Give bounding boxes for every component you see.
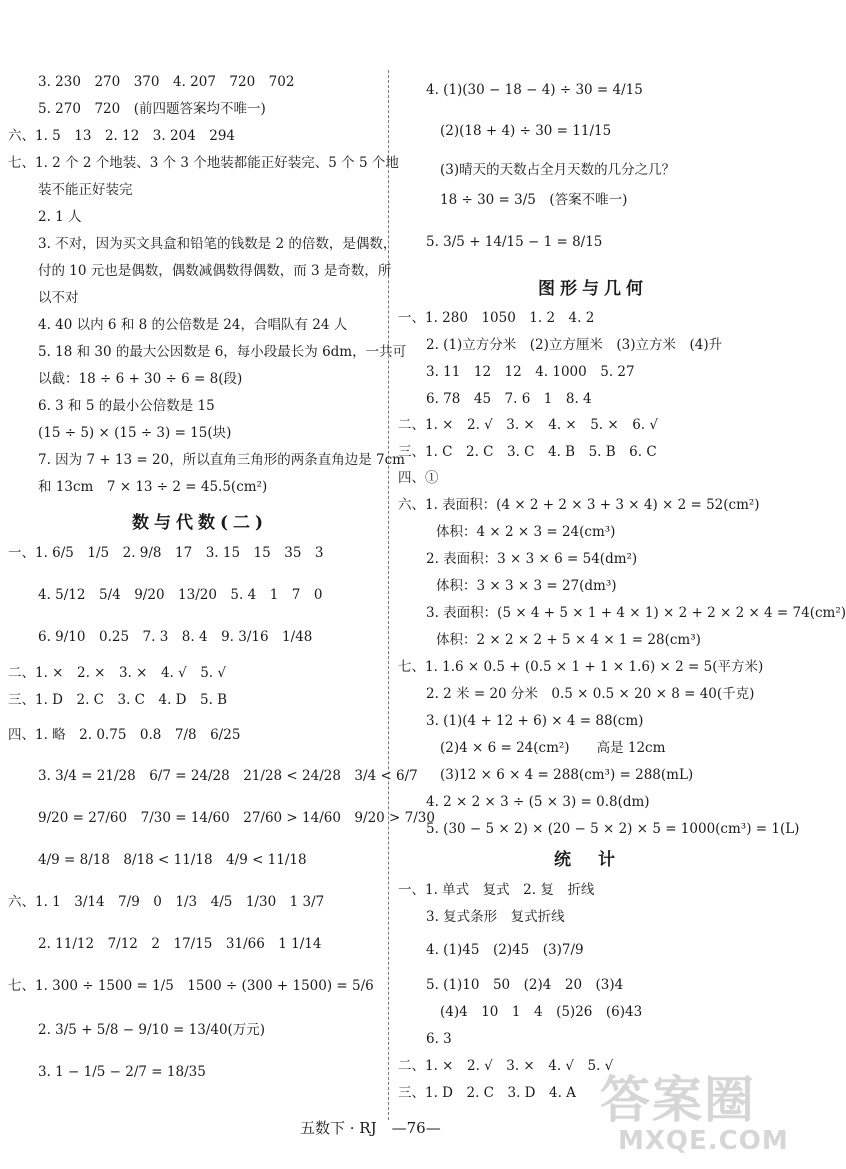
answer-line: 5. (1)10 50 (2)4 20 (3)4	[426, 977, 624, 993]
answer-line: 体积：2 × 2 × 2 + 5 × 4 × 1 = 28(cm³)	[436, 632, 701, 648]
answer-line: 5. 18 和 30 的最大公因数是 6，每小段最长为 6dm，一共可	[38, 344, 407, 360]
answer-line: 四、①	[398, 470, 439, 486]
answer-line: 3. 230 270 370 4. 207 720 702	[38, 74, 295, 90]
answer-line: 3. 表面积：(5 × 4 + 5 × 1 + 4 × 1) × 2 + 2 × 2 × 4 = 74(cm²)	[426, 605, 846, 621]
answer-line: 七、1. 1.6 × 0.5 + (0.5 × 1 + 1 × 1.6) × 2 = 5(平方米)	[398, 659, 764, 675]
answer-line: 六、1. 1 3/14 7/9 0 1/3 4/5 1/30 1 3/7	[8, 894, 325, 910]
answer-line: 七、1. 300 ÷ 1500 = 1/5 1500 ÷ (300 + 1500) = 5/6	[8, 978, 374, 994]
answer-line: 6. 9/10 0.25 7. 3 8. 4 9. 3/16 1/48	[38, 629, 313, 645]
answer-line: 4/9 = 8/18 8/18 < 11/18 4/9 < 11/18	[38, 852, 307, 868]
answer-line: 18 ÷ 30 = 3/5 (答案不唯一)	[440, 192, 628, 208]
answer-line: 4. 5/12 5/4 9/20 13/20 5. 4 1 7 0	[38, 587, 323, 603]
page-footer: 五数下 · RJ —76—	[300, 1119, 441, 1137]
section-title: 图形与几何	[538, 279, 648, 299]
answer-line: 2. 2 米 = 20 分米 0.5 × 0.5 × 20 × 8 = 40(千克)	[426, 686, 755, 702]
answer-line: 4. 2 × 2 × 3 ÷ (5 × 3) = 0.8(dm)	[426, 794, 650, 810]
answer-line: 和 13cm 7 × 13 ÷ 2 = 45.5(cm²)	[38, 479, 268, 495]
answer-line: 7. 因为 7 + 13 = 20，所以直角三角形的两条直角边是 7cm	[38, 452, 405, 468]
answer-line: 以不对	[38, 290, 79, 306]
section-title: 数与代数(二)	[132, 513, 269, 533]
answer-line: 4. 40 以内 6 和 8 的公倍数是 24，合唱队有 24 人	[38, 317, 348, 333]
answer-line: 4. (1)45 (2)45 (3)7/9	[426, 942, 584, 958]
answer-line: 三、1. C 2. C 3. C 4. B 5. B 6. C	[398, 444, 657, 460]
answer-line: 二、1. × 2. × 3. × 4. √ 5. √	[8, 665, 226, 681]
answer-line: 6. 3	[426, 1031, 452, 1047]
answer-line: 5. 3/5 + 14/15 − 1 = 8/15	[426, 234, 603, 250]
answer-line: 付的 10 元也是偶数，偶数减偶数得偶数，而 3 是奇数，所	[38, 263, 392, 279]
answer-line: (3)12 × 6 × 4 = 288(cm³) = 288(mL)	[440, 767, 694, 783]
answer-line: 一、1. 6/5 1/5 2. 9/8 17 3. 15 15 35 3	[8, 545, 324, 561]
answer-line: 3. 3/4 = 21/28 6/7 = 24/28 21/28 < 24/28 3/4 < 6/7	[38, 768, 418, 784]
answer-line: 3. 1 − 1/5 − 2/7 = 18/35	[38, 1064, 206, 1080]
answer-line: (3)晴天的天数占全月天数的几分之几？	[440, 162, 676, 178]
answer-line: (15 ÷ 5) × (15 ÷ 3) = 15(块)	[38, 425, 232, 441]
answer-line: 3. (1)(4 + 12 + 6) × 4 = 88(cm)	[426, 713, 644, 729]
answer-line: 体积：4 × 2 × 3 = 24(cm³)	[436, 524, 616, 540]
answer-line: 2. (1)立方分米 (2)立方厘米 (3)立方米 (4)升	[426, 337, 723, 353]
answer-line: 四、1. 略 2. 0.75 0.8 7/8 6/25	[8, 727, 241, 743]
answer-line: 2. 表面积：3 × 3 × 6 = 54(dm²)	[426, 551, 638, 567]
watermark-url: MXQE.COM	[618, 1126, 789, 1156]
answer-line: 七、1. 2 个 2 个地装、3 个 3 个地装都能正好装完、5 个 5 个地	[8, 155, 399, 171]
answer-line: (2)(18 + 4) ÷ 30 = 11/15	[440, 123, 612, 139]
answer-line: 2. 11/12 7/12 2 17/15 31/66 1 1/14	[38, 936, 322, 952]
answer-line: 5. (30 − 5 × 2) × (20 − 5 × 2) × 5 = 1000(cm³) = 1(L)	[426, 821, 800, 837]
answer-line: 二、1. × 2. √ 3. × 4. √ 5. √	[398, 1058, 614, 1074]
answer-line: 三、1. D 2. C 3. C 4. D 5. B	[8, 692, 228, 708]
answer-line: 六、1. 5 13 2. 12 3. 204 294	[8, 128, 235, 144]
answer-line: 5. 270 720 (前四题答案均不唯一)	[38, 101, 266, 117]
answer-line: 2. 1 人	[38, 209, 82, 225]
answer-line: (2)4 × 6 = 24(cm²) 高是 12cm	[440, 740, 666, 756]
answer-line: 3. 不对，因为买文具盒和铅笔的钱数是 2 的倍数，是偶数，	[38, 236, 397, 252]
answer-line: 2. 3/5 + 5/8 − 9/10 = 13/40(万元)	[38, 1022, 266, 1038]
watermark-logo-text: 答案圈	[600, 1071, 756, 1129]
watermark	[600, 1060, 790, 1165]
answer-line: 三、1. D 2. C 3. D 4. A	[398, 1085, 576, 1101]
answer-line: 3. 11 12 12 4. 1000 5. 27	[426, 364, 635, 380]
answer-line: 六、1. 表面积：(4 × 2 + 2 × 3 + 3 × 4) × 2 = 52(cm²)	[398, 497, 760, 513]
answer-line: 6. 78 45 7. 6 1 8. 4	[426, 391, 592, 407]
answer-line: 9/20 = 27/60 7/30 = 14/60 27/60 > 14/60 9/20 > 7/30	[38, 810, 435, 826]
answer-line: 二、1. × 2. √ 3. × 4. × 5. × 6. √	[398, 417, 658, 433]
column-divider	[388, 70, 389, 1120]
answer-line: 6. 3 和 5 的最小公倍数是 15	[38, 398, 215, 414]
answer-line: 3. 复式条形 复式折线	[426, 909, 565, 925]
answer-line: 以截：18 ÷ 6 + 30 ÷ 6 = 8(段)	[38, 371, 243, 387]
answer-line: 体积：3 × 3 × 3 = 27(dm³)	[436, 578, 617, 594]
section-title: 统 计	[554, 850, 620, 870]
answer-line: 一、1. 280 1050 1. 2 4. 2	[398, 310, 595, 326]
answer-line: 4. (1)(30 − 18 − 4) ÷ 30 = 4/15	[426, 82, 643, 98]
answer-line: 一、1. 单式 复式 2. 复 折线	[398, 882, 595, 898]
answer-line: (4)4 10 1 4 (5)26 (6)43	[440, 1004, 643, 1020]
answer-line: 装不能正好装完	[38, 182, 133, 198]
